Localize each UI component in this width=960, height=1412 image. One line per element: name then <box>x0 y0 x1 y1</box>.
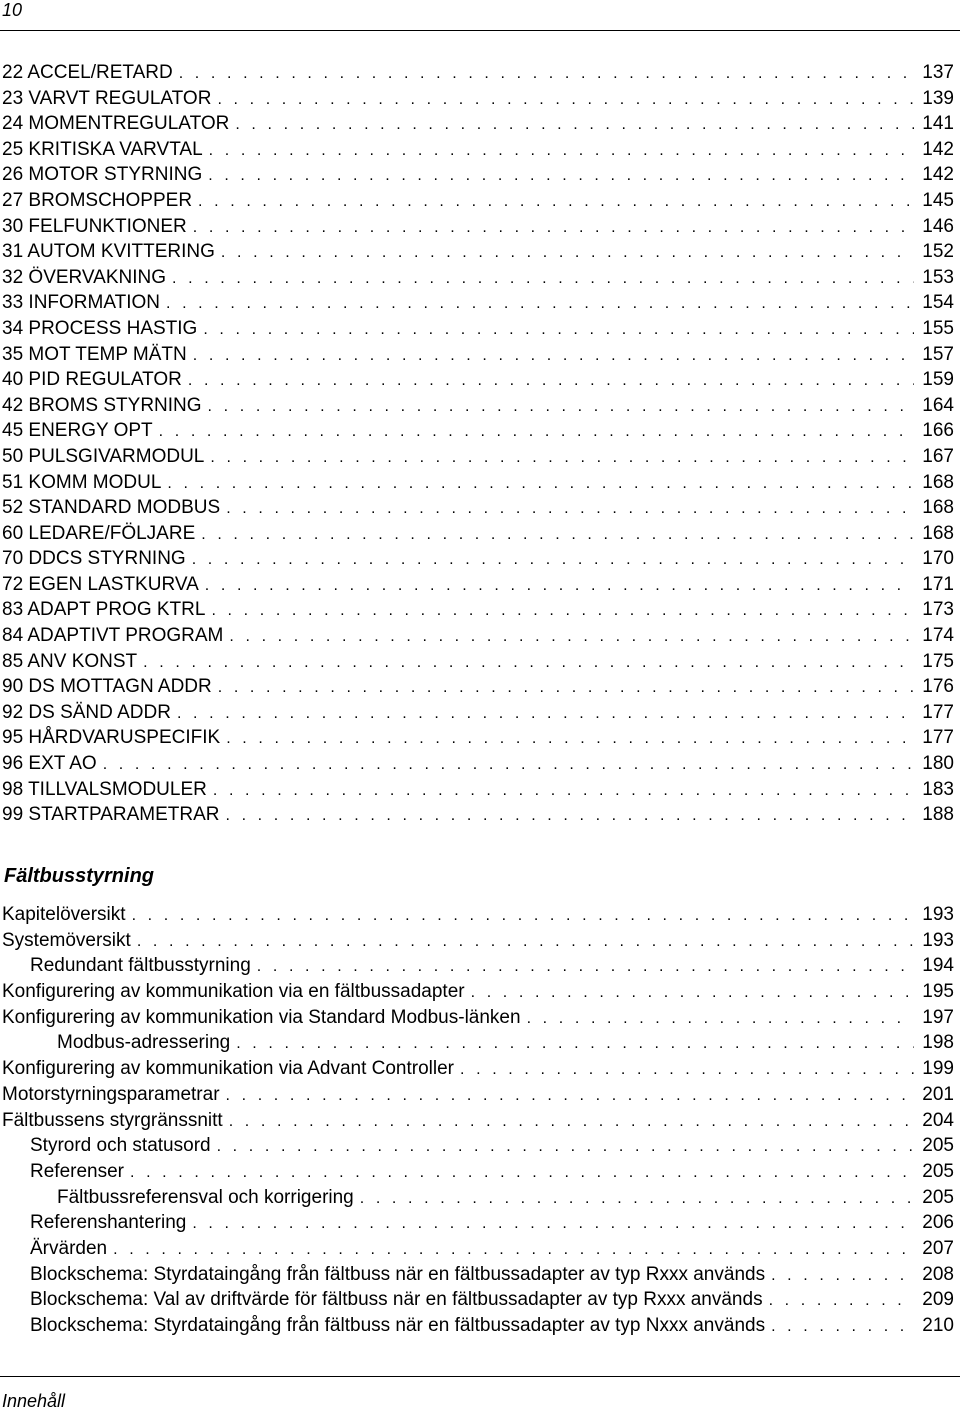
toc-entry-page-number: 166 <box>922 420 954 442</box>
toc-entry-title: 72 EGEN LASTKURVA <box>2 573 199 595</box>
toc-entry[interactable] <box>0 395 954 421</box>
toc-entry[interactable] <box>0 779 954 805</box>
toc-entry-title: Systemöversikt <box>2 929 131 951</box>
toc-entry-title: Konfigurering av kommunikation via en fältbussadapter <box>2 981 465 1003</box>
toc-entry-page-number: 183 <box>922 778 954 800</box>
dot-leader <box>203 321 914 339</box>
toc-entry-title: Fältbussreferensval och korrigering <box>57 1186 354 1208</box>
dot-leader <box>192 1215 914 1233</box>
dot-leader <box>143 654 914 672</box>
toc-entry[interactable] <box>0 1315 954 1341</box>
toc-entry-page-number: 198 <box>922 1032 954 1054</box>
page-number: 10 <box>2 0 23 20</box>
toc-entry-page-number: 194 <box>922 955 954 977</box>
toc-entry-title: 22 ACCEL/RETARD <box>2 62 173 83</box>
toc-entry-page-number: 208 <box>922 1263 954 1285</box>
toc-entry-page-number: 201 <box>922 1083 954 1105</box>
dot-leader <box>221 244 914 262</box>
toc-entry-title: 25 KRITISKA VARVTAL <box>2 138 203 160</box>
toc-entry-page-number: 177 <box>922 701 954 723</box>
toc-entry[interactable] <box>0 727 954 753</box>
toc-entry[interactable] <box>0 574 954 600</box>
toc-entry[interactable] <box>0 497 954 523</box>
toc-entry-title: Motorstyrningsparametrar <box>2 1083 220 1105</box>
dot-leader <box>103 756 914 774</box>
toc-entry-page-number: 206 <box>922 1212 954 1234</box>
toc-entry-title: 99 STARTPARAMETRAR <box>2 804 220 826</box>
dot-leader <box>188 372 914 390</box>
toc-entry-page-number: 205 <box>922 1135 954 1157</box>
toc-entry[interactable] <box>0 599 954 625</box>
toc-entry-title: Blockschema: Val av driftvärde för fältbuss när en fältbussadapter av typ Rxxx används <box>30 1289 763 1311</box>
toc-entry-page-number: 193 <box>922 904 954 925</box>
toc-entry-title: Fältbussens styrgränssnitt <box>2 1109 223 1131</box>
toc-entry-title: 52 STANDARD MODBUS <box>2 497 221 519</box>
toc-entry-title: Styrord och statusord <box>30 1135 211 1157</box>
toc-entry-page-number: 173 <box>922 599 954 621</box>
toc-entry-page-number: 210 <box>922 1315 954 1336</box>
dot-leader <box>177 705 914 723</box>
toc-entry-title: 31 AUTOM KVITTERING <box>2 241 215 263</box>
section-heading-fieldbus: Fältbusstyrning <box>4 865 155 887</box>
toc-entry-title: Modbus-adressering <box>57 1032 231 1054</box>
footer-label: Innehåll <box>2 1391 66 1411</box>
dot-leader <box>236 1035 914 1053</box>
toc-entry-page-number: 153 <box>922 266 954 288</box>
toc-entry-title: Konfigurering av kommunikation via Advant Controller <box>2 1058 455 1080</box>
toc-entry-page-number: 197 <box>922 1006 954 1028</box>
toc-entry-title: Redundant fältbusstyrning <box>30 955 251 977</box>
toc-entry-page-number: 137 <box>922 62 954 83</box>
dot-leader <box>193 347 914 365</box>
dot-leader <box>226 500 914 518</box>
toc-entry[interactable] <box>0 344 954 370</box>
toc-entry[interactable] <box>0 651 954 677</box>
toc-entry-page-number: 174 <box>922 625 954 647</box>
dot-leader <box>527 1010 914 1028</box>
dot-leader <box>460 1061 914 1079</box>
toc-entry[interactable] <box>0 216 954 242</box>
dot-leader <box>229 1113 914 1131</box>
toc-entry-title: 60 LEDARE/FÖLJARE <box>2 522 196 544</box>
toc-entry-page-number: 168 <box>922 522 954 544</box>
dot-leader <box>211 602 914 620</box>
toc-entry-title: 26 MOTOR STYRNING <box>2 164 203 186</box>
toc-entry-page-number: 205 <box>922 1186 954 1208</box>
toc-entry[interactable] <box>0 1212 954 1238</box>
toc-entry-title: 92 DS SÄND ADDR <box>2 701 171 723</box>
toc-entry-page-number: 157 <box>922 343 954 365</box>
toc-entry[interactable] <box>0 753 954 779</box>
toc-entry-title: 33 INFORMATION <box>2 292 160 314</box>
toc-entry-title: 50 PULSGIVARMODUL <box>2 445 205 467</box>
toc-entry-title: Blockschema: Styrdataingång från fältbuss när en fältbussadapter av typ Nxxx används <box>30 1315 766 1336</box>
toc-entry[interactable] <box>0 190 954 216</box>
toc-entry[interactable] <box>0 1007 954 1033</box>
dot-leader <box>179 65 914 83</box>
dot-leader <box>213 782 914 800</box>
fieldbus-toc-list <box>0 904 954 1341</box>
toc-entry-page-number: 145 <box>922 189 954 211</box>
toc-entry[interactable] <box>0 1135 954 1161</box>
toc-entry-title: 35 MOT TEMP MÄTN <box>2 343 187 365</box>
toc-entry-page-number: 193 <box>922 929 954 951</box>
footer-divider <box>0 1376 960 1377</box>
toc-entry-page-number: 139 <box>922 87 954 109</box>
toc-entry-title: 51 KOMM MODUL <box>2 471 162 493</box>
dot-leader <box>235 116 914 134</box>
toc-entry-page-number: 146 <box>922 215 954 237</box>
dot-leader <box>226 807 915 825</box>
toc-entry-title: Kapitelöversikt <box>2 904 126 925</box>
toc-entry-page-number: 171 <box>922 573 954 595</box>
toc-entry-page-number: 188 <box>922 804 954 826</box>
toc-entry-title: 84 ADAPTIVT PROGRAM <box>2 625 224 647</box>
toc-entry[interactable] <box>0 1187 954 1213</box>
toc-entry-page-number: 142 <box>922 164 954 186</box>
toc-entry-title: Referenser <box>30 1160 124 1182</box>
toc-entry-page-number: 195 <box>922 981 954 1003</box>
toc-entry-title: 45 ENERGY OPT <box>2 420 153 442</box>
toc-entry[interactable] <box>0 369 954 395</box>
dot-leader <box>192 551 914 569</box>
dot-leader <box>360 1190 914 1208</box>
toc-entry-page-number: 177 <box>922 727 954 749</box>
toc-entry-title: 27 BROMSCHOPPER <box>2 189 193 211</box>
toc-entry-title: 85 ANV KONST <box>2 650 138 672</box>
toc-entry[interactable] <box>0 113 954 139</box>
dot-leader <box>257 958 914 976</box>
toc-entry-title: 42 BROMS STYRNING <box>2 394 202 416</box>
toc-entry-title: 90 DS MOTTAGN ADDR <box>2 676 212 698</box>
toc-entry[interactable] <box>0 1161 954 1187</box>
dot-leader <box>205 577 914 595</box>
dot-leader <box>172 270 914 288</box>
toc-entry[interactable] <box>0 1238 954 1264</box>
dot-leader <box>769 1292 914 1310</box>
toc-entry[interactable] <box>0 904 954 930</box>
toc-entry[interactable] <box>0 702 954 728</box>
toc-entry-title: Blockschema: Styrdataingång från fältbuss när en fältbussadapter av typ Rxxx används <box>30 1263 766 1285</box>
dot-leader <box>471 984 914 1002</box>
toc-entry-page-number: 155 <box>922 317 954 339</box>
dot-leader <box>208 398 914 416</box>
dot-leader <box>198 193 914 211</box>
toc-entry-page-number: 175 <box>922 650 954 672</box>
toc-entry[interactable] <box>0 164 954 190</box>
toc-entry-page-number: 164 <box>922 394 954 416</box>
toc-entry[interactable] <box>0 420 954 446</box>
toc-entry-title: 24 MOMENTREGULATOR <box>2 113 230 135</box>
toc-entry-page-number: 159 <box>922 369 954 391</box>
toc-entry-title: 70 DDCS STYRNING <box>2 548 186 570</box>
toc-entry-page-number: 199 <box>922 1058 954 1080</box>
toc-entry[interactable] <box>0 446 954 472</box>
toc-entry[interactable] <box>0 955 954 981</box>
dot-leader <box>113 1241 914 1259</box>
toc-entry-title: Ärvärden <box>30 1237 108 1259</box>
dot-leader <box>771 1267 914 1285</box>
toc-entry-page-number: 168 <box>922 471 954 493</box>
toc-entry-title: Konfigurering av kommunikation via Standard Modbus-länken <box>2 1006 521 1028</box>
toc-entry-title: Referenshantering <box>30 1212 187 1234</box>
toc-entry[interactable] <box>0 472 954 498</box>
toc-entry[interactable] <box>0 88 954 114</box>
toc-entry[interactable] <box>0 930 954 956</box>
dot-leader <box>166 295 914 313</box>
dot-leader <box>208 167 914 185</box>
toc-entry[interactable] <box>0 676 954 702</box>
toc-entry[interactable] <box>0 62 954 88</box>
toc-entry[interactable] <box>0 981 954 1007</box>
dot-leader <box>226 730 914 748</box>
dot-leader <box>167 475 914 493</box>
toc-entry-title: 98 TILLVALSMODULER <box>2 778 207 800</box>
toc-entry-page-number: 167 <box>922 445 954 467</box>
dot-leader <box>201 526 914 544</box>
toc-entry-page-number: 170 <box>922 548 954 570</box>
toc-entry[interactable] <box>0 318 954 344</box>
dot-leader <box>193 219 914 237</box>
toc-entry-title: 32 ÖVERVAKNING <box>2 266 167 288</box>
dot-leader <box>209 142 914 160</box>
toc-entry[interactable] <box>0 267 954 293</box>
dot-leader <box>218 679 914 697</box>
toc-entry[interactable] <box>0 1058 954 1084</box>
toc-entry[interactable] <box>0 625 954 651</box>
header-divider <box>0 30 960 31</box>
toc-entry[interactable] <box>0 548 954 574</box>
dot-leader <box>159 423 914 441</box>
toc-entry-page-number: 168 <box>922 497 954 519</box>
dot-leader <box>210 449 914 467</box>
dot-leader <box>226 1087 914 1105</box>
dot-leader <box>137 933 914 951</box>
dot-leader <box>771 1318 914 1336</box>
toc-entry-title: 30 FELFUNKTIONER <box>2 215 187 237</box>
dot-leader <box>217 91 914 109</box>
toc-entry[interactable] <box>0 292 954 318</box>
toc-entry-title: 96 EXT AO <box>2 753 97 775</box>
toc-entry[interactable] <box>0 1110 954 1136</box>
toc-entry-title: 23 VARVT REGULATOR <box>2 87 212 109</box>
toc-entry[interactable] <box>0 241 954 267</box>
toc-entry-page-number: 204 <box>922 1109 954 1131</box>
toc-entry-page-number: 152 <box>922 241 954 263</box>
toc-entry-page-number: 205 <box>922 1160 954 1182</box>
parameter-toc-list <box>0 62 954 830</box>
toc-entry[interactable] <box>0 1264 954 1290</box>
toc-entry[interactable] <box>0 804 954 830</box>
toc-entry-page-number: 154 <box>922 292 954 314</box>
toc-entry[interactable] <box>0 1289 954 1315</box>
toc-entry[interactable] <box>0 1084 954 1110</box>
toc-entry-page-number: 209 <box>922 1289 954 1311</box>
toc-entry-page-number: 207 <box>922 1237 954 1259</box>
toc-entry-page-number: 142 <box>922 138 954 160</box>
toc-entry-title: 83 ADAPT PROG KTRL <box>2 599 206 621</box>
toc-entry-page-number: 180 <box>922 753 954 775</box>
toc-entry[interactable] <box>0 523 954 549</box>
toc-entry[interactable] <box>0 139 954 165</box>
toc-entry[interactable] <box>0 1032 954 1058</box>
toc-entry-page-number: 141 <box>922 113 954 135</box>
toc-entry-title: 40 PID REGULATOR <box>2 369 182 391</box>
dot-leader <box>130 1164 914 1182</box>
dot-leader <box>132 907 914 925</box>
toc-entry-title: 34 PROCESS HASTIG <box>2 317 198 339</box>
dot-leader <box>217 1138 914 1156</box>
toc-entry-page-number: 176 <box>922 676 954 698</box>
toc-entry-title: 95 HÅRDVARUSPECIFIK <box>2 727 221 749</box>
dot-leader <box>229 628 914 646</box>
